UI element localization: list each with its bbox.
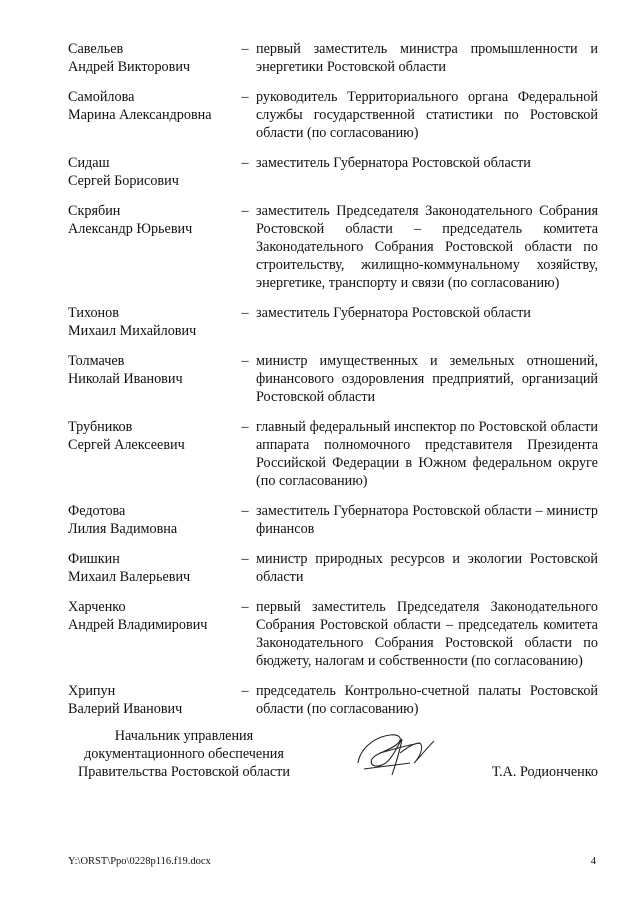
member-position: заместитель Председателя Законодательного Собрания Ростовской области – председатель комитета Законодательного Собрания Ростовской области по строительству, жилищно-коммунальному хозяйству, энергетике, транспорту и связи (по согласованию): [256, 203, 598, 291]
signer-name: Т.А. Родионченко: [491, 764, 598, 780]
dash-separator: –: [241, 683, 249, 699]
signer-title-line: Начальник управления: [114, 728, 254, 744]
member-position: министр природных ресурсов и экологии Ростовской области: [256, 551, 598, 585]
signature-block: [68, 727, 598, 787]
member-given-name: Марина Александровна: [68, 107, 212, 123]
member-name: [68, 154, 234, 190]
member-surname: Сидаш: [68, 155, 110, 171]
member-list: [68, 40, 598, 730]
member-name: [68, 598, 234, 670]
member-given-name: Михаил Валерьевич: [68, 569, 191, 585]
member-position: министр имущественных и земельных отношений, финансового оздоровления предприятий, организаций Ростовской области: [256, 353, 598, 405]
member-surname: Самойлова: [68, 89, 135, 105]
dash-separator: –: [241, 89, 249, 105]
member-surname: Толмачев: [68, 353, 125, 369]
member-name: [68, 88, 234, 142]
page-number: 4: [590, 856, 596, 867]
dash-separator: –: [241, 551, 249, 567]
dash-separator: –: [241, 353, 249, 369]
member-position: главный федеральный инспектор по Ростовской области аппарата полномочного представителя Президента Российской Федерации в Южном федеральном округе (по согласованию): [256, 419, 598, 489]
member-position: заместитель Губернатора Ростовской области: [256, 155, 531, 171]
member-position: заместитель Губернатора Ростовской области – министр финансов: [256, 503, 598, 537]
member-position: первый заместитель министра промышленности и энергетики Ростовской области: [256, 41, 598, 75]
handwritten-signature-icon: [350, 723, 440, 783]
member-surname: Скрябин: [68, 203, 121, 219]
member-row: [68, 304, 598, 340]
member-name: [68, 502, 234, 538]
member-name: [68, 550, 234, 586]
member-given-name: Валерий Иванович: [68, 701, 183, 717]
member-row: [68, 88, 598, 142]
dash-separator: –: [241, 419, 249, 435]
dash-separator: –: [241, 503, 249, 519]
dash-separator: –: [241, 155, 249, 171]
member-given-name: Сергей Алексеевич: [68, 437, 185, 453]
dash-separator: –: [241, 203, 249, 219]
member-surname: Савельев: [68, 41, 124, 57]
member-position: заместитель Губернатора Ростовской области: [256, 305, 531, 321]
member-surname: Фишкин: [68, 551, 120, 567]
member-surname: Тихонов: [68, 305, 119, 321]
dash-separator: –: [241, 305, 249, 321]
member-surname: Хрипун: [68, 683, 116, 699]
member-given-name: Андрей Викторович: [68, 59, 191, 75]
member-given-name: Николай Иванович: [68, 371, 183, 387]
file-path: Y:\ORST\Ppo\0228p116.f19.docx: [68, 856, 211, 867]
member-row: [68, 352, 598, 406]
member-row: [68, 502, 598, 538]
member-surname: Харченко: [68, 599, 126, 615]
member-row: [68, 418, 598, 490]
member-name: [68, 40, 234, 76]
member-row: [68, 40, 598, 76]
member-position: первый заместитель Председателя Законодательного Собрания Ростовской области – председатель комитета Законодательного Собрания Ростовской области по бюджету, налогам и собственности (по согласованию): [256, 599, 598, 669]
member-position: председатель Контрольно-счетной палаты Ростовской области (по согласованию): [256, 683, 598, 717]
dash-separator: –: [241, 41, 249, 57]
member-name: [68, 418, 234, 490]
member-given-name: Александр Юрьевич: [68, 221, 193, 237]
member-surname: Трубников: [68, 419, 133, 435]
member-row: [68, 202, 598, 292]
member-row: [68, 598, 598, 670]
member-row: [68, 550, 598, 586]
member-given-name: Михаил Михайлович: [68, 323, 197, 339]
member-position: руководитель Территориального органа Федеральной службы государственной статистики по Ростовской области (по согласованию): [256, 89, 598, 141]
member-name: [68, 202, 234, 292]
signer-title-line: документационного обеспечения: [84, 746, 284, 762]
member-given-name: Сергей Борисович: [68, 173, 179, 189]
member-given-name: Лилия Вадимовна: [68, 521, 178, 537]
member-given-name: Андрей Владимирович: [68, 617, 208, 633]
signer-title: [68, 727, 300, 781]
member-name: [68, 682, 234, 718]
member-row: [68, 154, 598, 190]
member-name: [68, 304, 234, 340]
dash-separator: –: [241, 599, 249, 615]
member-row: [68, 682, 598, 718]
member-name: [68, 352, 234, 406]
signer-title-line: Правительства Ростовской области: [78, 764, 290, 780]
member-surname: Федотова: [68, 503, 126, 519]
